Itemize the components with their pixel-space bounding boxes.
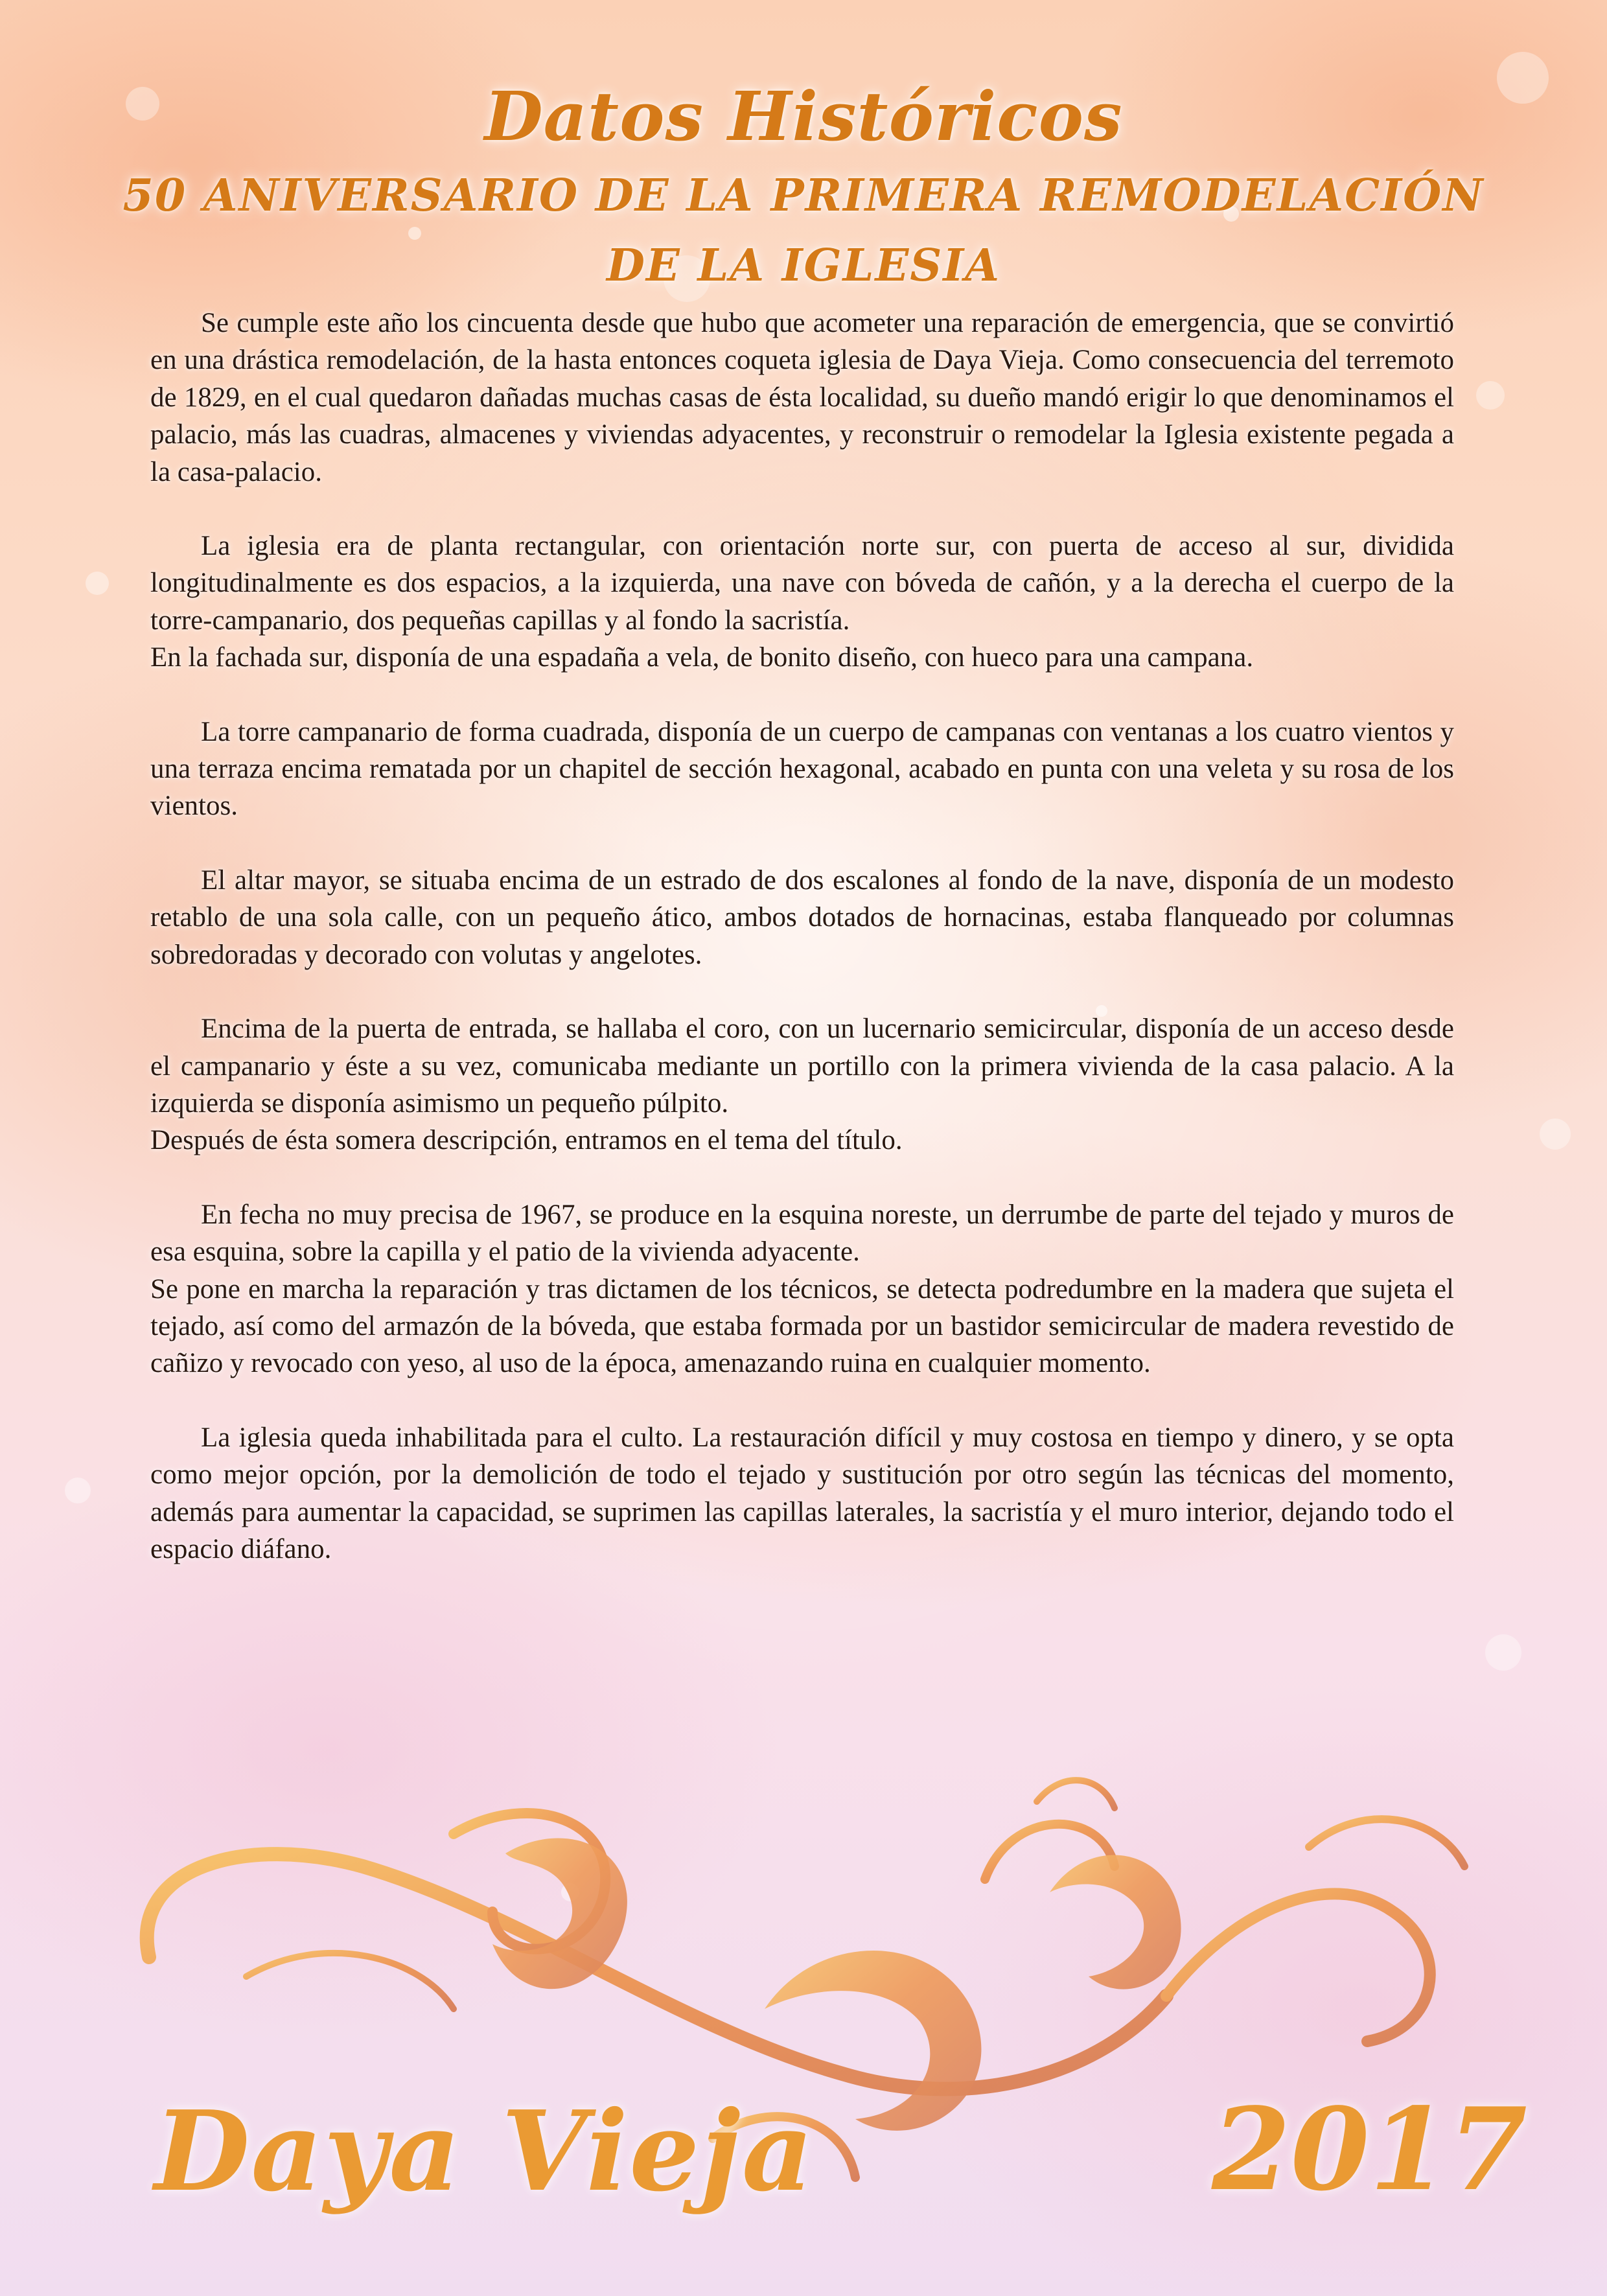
paragraph-text: En la fachada sur, disponía de una espadaña a vela, de bonito diseño, con hueco para una campana. [150,642,1254,673]
article-body [150,305,1454,1605]
page-subtitle-line-2: DE LA IGLESIA [607,240,1000,292]
page-title: Datos Históricos [484,76,1123,156]
paragraph-4 [150,862,1454,973]
paragraph-text: El altar mayor, se situaba encima de un estrado de dos escalones al fondo de la nave, disponía de un modesto retablo de una sola calle, con un pequeño ático, ambos dotados de hornacinas, estaba flanqueado por columnas sobredoradas y decorado con volutas y angelotes. [150,864,1454,970]
paragraph-text: Se pone en marcha la reparación y tras dictamen de los técnicos, se detecta podredumbre en la madera que sujeta el tejado, así como del armazón de la bóveda, que estaba formada por un bastidor semicircular de madera revestido de cañizo y revocado con yeso, al uso de la época, amenazando ruina en cualquier momento. [150,1273,1454,1379]
paragraph-text: La torre campanario de forma cuadrada, disponía de un cuerpo de campanas con ventanas a los cuatro vientos y una terraza encima rematada por un chapitel de sección hexagonal, acabado en punta con una veleta y su rosa de los vientos. [150,716,1454,822]
paragraph-1 [150,305,1454,491]
paragraph-text: Encima de la puerta de entrada, se hallaba el coro, con un lucernario semicircular, disponía de un acceso desde el campanario y éste a su vez, comunicaba mediante un portillo con la primera vivienda de la casa palacio. A la izquierda se disponía asimismo un pequeño púlpito. [150,1014,1454,1119]
footer-year: 2017 [1212,2083,1528,2216]
paragraph-6 [150,1196,1454,1382]
paragraph-text: Después de ésta somera descripción, entramos en el tema del título. [150,1125,903,1156]
paragraph-2 [150,528,1454,677]
paragraph-3 [150,713,1454,825]
footer-place-name: Daya Vieja [154,2087,815,2216]
paragraph-7 [150,1419,1454,1568]
paragraph-text: En fecha no muy precisa de 1967, se produce en la esquina noreste, un derrumbe de parte del tejado y muros de esa esquina, sobre la capilla y el patio de la vivienda adyacente. [150,1199,1454,1268]
page-subtitle-line-1: 50 ANIVERSARIO DE LA PRIMERA REMODELACIÓN [122,170,1485,222]
paragraph-5 [150,1010,1454,1159]
paragraph-text: Se cumple este año los cincuenta desde que hubo que acometer una reparación de emergencia, que se convirtió en una drástica remodelación, de la hasta entonces coqueta iglesia de Daya Vieja. Como consecuencia del terremoto de 1829, en el cual quedaron dañadas muchas casas de ésta localidad, su dueño mandó erigir lo que denominamos el palacio, más las cuadras, almacenes y viviendas adyacentes, y reconstruir o remodelar la Iglesia existente pegada a la casa-palacio. [150,308,1454,487]
paragraph-text: La iglesia era de planta rectangular, con orientación norte sur, con puerta de acceso al sur, dividida longitudinalmente es dos espacios, a la izquierda, una nave con bóveda de cañón, y a la derecha el cuerpo de la torre-campanario, dos pequeñas capillas y al fondo la sacristía. [150,531,1454,636]
paragraph-text: La iglesia queda inhabilitada para el culto. La restauración difícil y muy costosa en tiempo y dinero, y se opta como mejor opción, por la demolición de todo el tejado y sustitución por otro según las técnicas del momento, además para aumentar la capacidad, se suprimen las capillas laterales, la sacristía y el muro interior, dejando todo el espacio diáfano. [150,1422,1454,1564]
